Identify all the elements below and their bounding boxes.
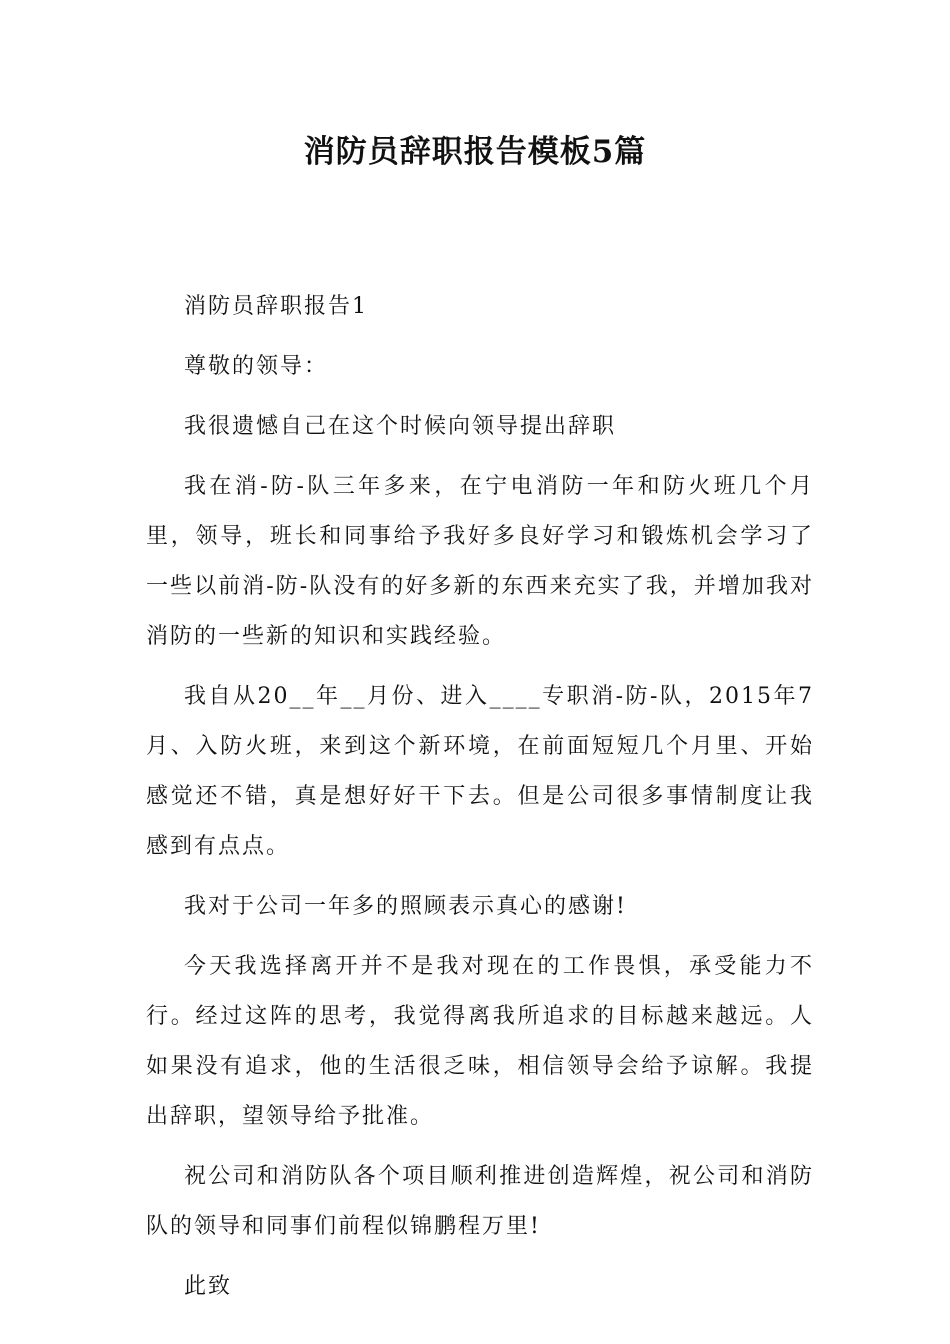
document-title: 消防员辞职报告模板5篇 [303, 134, 647, 170]
salutation: 尊敬的领导： [184, 354, 329, 379]
report-heading: 消防员辞职报告1 [184, 294, 368, 319]
paragraph-intro: 我很遗憾自己在这个时候向领导提出辞职 [184, 414, 617, 439]
paragraph-experience: 我在消-防-队三年多来，在宁电消防一年和防火班几个月里，领导，班长和同事给予我好多良好学习和锻炼机会学习了一些以前消-防-队没有的好多新的东西来充实了我，并增加我对消防的一些新的知识和实践经验。 [146, 474, 814, 649]
paragraph-history: 我自从20__年__月份、进入____专职消-防-队，2015年7月、入防火班，来到这个新环境，在前面短短几个月里、开始感觉还不错，真是想好好干下去。但是公司很多事情制度让我感到有点点。 [146, 684, 814, 859]
paragraph-thanks: 我对于公司一年多的照顾表示真心的感谢! [184, 894, 627, 919]
paragraph-wishes: 祝公司和消防队各个项目顺利推进创造辉煌，祝公司和消防队的领导和同事们前程似锦鹏程万里! [146, 1164, 814, 1239]
closing: 此致 [184, 1274, 233, 1299]
paragraph-reason: 今天我选择离开并不是我对现在的工作畏惧，承受能力不行。经过这阵的思考，我觉得离我所追求的目标越来越远。人如果没有追求，他的生活很乏味，相信领导会给予谅解。我提出辞职，望领导给予批准。 [146, 954, 814, 1129]
document-body [146, 282, 814, 1322]
